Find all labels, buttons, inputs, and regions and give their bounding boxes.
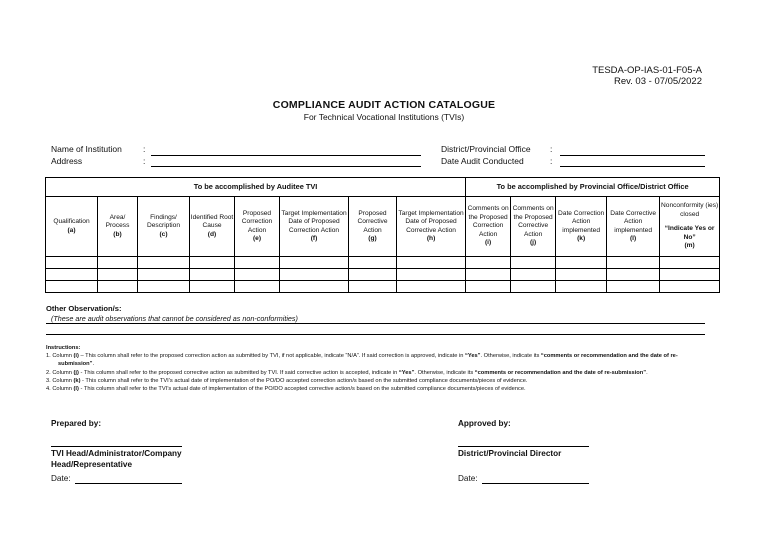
col-header-proposed-corrective: Proposed Corrective Action (g) (349, 197, 397, 257)
date-conducted-label: Date Audit Conducted (441, 156, 524, 166)
col-header-findings: Findings/ Description (c) (138, 197, 190, 257)
office-input-line[interactable] (560, 155, 705, 156)
col-header-root-cause: Identified Root Cause (d) (190, 197, 235, 257)
address-input-line[interactable] (151, 166, 421, 167)
instruction-item-2: 2. Column (j) - This column shall refer to the proposed corrective action as submitted by TVI. If said corrective action is accepted, indicate in “Yes”. Otherwise, indicate its “comments or recommendation and the date of re-submission”. (46, 369, 648, 376)
instruction-item-3: 3. Column (k) - This column shall refer to the TVI’s actual date of implementation of the PO/DO accepted correction action/s based on the submitted compliance documents/pieces of evidence. (46, 377, 528, 384)
col-header-date-corrective-implemented: Date Corrective Action implemented (l) (607, 197, 660, 257)
col-header-area-process: Area/ Process (b) (98, 197, 138, 257)
observations-line-2[interactable] (46, 334, 705, 335)
prepared-role: TVI Head/Administrator/Company Head/Representative (51, 449, 182, 469)
col-header-nonconformity-closed: Nonconformity (ies) closed “Indicate Yes or No” (m) (660, 197, 720, 257)
page-title: COMPLIANCE AUDIT ACTION CATALOGUE (272, 99, 496, 111)
action-catalogue-table (45, 177, 720, 293)
col-header-target-date-corrective: Target Implementation Date of Proposed Corrective Action (h) (397, 197, 466, 257)
address-colon: : (143, 156, 146, 166)
prepared-by-label: Prepared by: (51, 419, 102, 428)
approved-date-line[interactable] (482, 483, 589, 484)
prepared-signature-line[interactable] (51, 446, 182, 447)
approved-role: District/Provincial Director (458, 449, 562, 458)
instructions-block (46, 344, 706, 393)
date-conducted-input-line[interactable] (560, 166, 705, 167)
col-header-target-date-correction: Target Implementation Date of Proposed Correction Action (f) (280, 197, 349, 257)
table-row[interactable] (46, 257, 720, 269)
section-provincial-office: To be accomplished by Provincial Office/District Office (466, 178, 720, 197)
instruction-item-4: 4. Column (l) - This column shall refer to the TVI’s actual date of implementation of the PO/DO accepted corrective action/s based on the submitted compliance documents/pieces of evidence. (46, 386, 526, 393)
institution-input-line[interactable] (151, 155, 421, 156)
col-header-comments-correction: Comments on the Proposed Correction Action (i) (466, 197, 511, 257)
instructions-heading: Instructions: (46, 345, 81, 351)
institution-colon: : (143, 144, 146, 154)
section-auditee-tvi: To be accomplished by Auditee TVI (46, 178, 466, 197)
col-header-qualification: Qualification (a) (46, 197, 98, 257)
observations-note: (These are audit observations that cannot be considered as non-conformities) (51, 314, 298, 323)
table-row[interactable] (46, 281, 720, 293)
institution-label: Name of Institution (51, 144, 122, 154)
observations-line-1[interactable] (46, 323, 705, 324)
column-header-row (46, 197, 720, 257)
revision-date: Rev. 03 - 07/05/2022 (613, 76, 702, 87)
col-header-proposed-correction: Proposed Correction Action (e) (235, 197, 280, 257)
office-colon: : (550, 144, 553, 154)
approved-by-label: Approved by: (458, 419, 511, 428)
prepared-date-line[interactable] (75, 483, 182, 484)
address-label: Address (51, 156, 83, 166)
form-code: TESDA-OP-IAS-01-F05-A (592, 65, 702, 76)
prepared-date-label: Date: (51, 474, 71, 483)
office-label: District/Provincial Office (441, 144, 531, 154)
page-subtitle: For Technical Vocational Institutions (TVIs) (303, 112, 465, 122)
form-code-block (592, 65, 702, 87)
col-header-comments-corrective: Comments on the Proposed Corrective Action (j) (511, 197, 556, 257)
instruction-item-1: 1. Column (i) – This column shall refer to the proposed correction action as submitted by TVI, if not applicable, indicate “N/A”. If said correction is approved, indicate in “Yes”. Otherwise, indicate its “comments or recommendation and the date of re-submission”. (46, 353, 678, 368)
observations-title: Other Observation/s: (46, 304, 122, 313)
col-header-date-correction-implemented: Date Correction Action implemented (k) (556, 197, 607, 257)
approved-date-label: Date: (458, 474, 478, 483)
table-row[interactable] (46, 269, 720, 281)
date-conducted-colon: : (550, 156, 553, 166)
approved-signature-line[interactable] (458, 446, 589, 447)
